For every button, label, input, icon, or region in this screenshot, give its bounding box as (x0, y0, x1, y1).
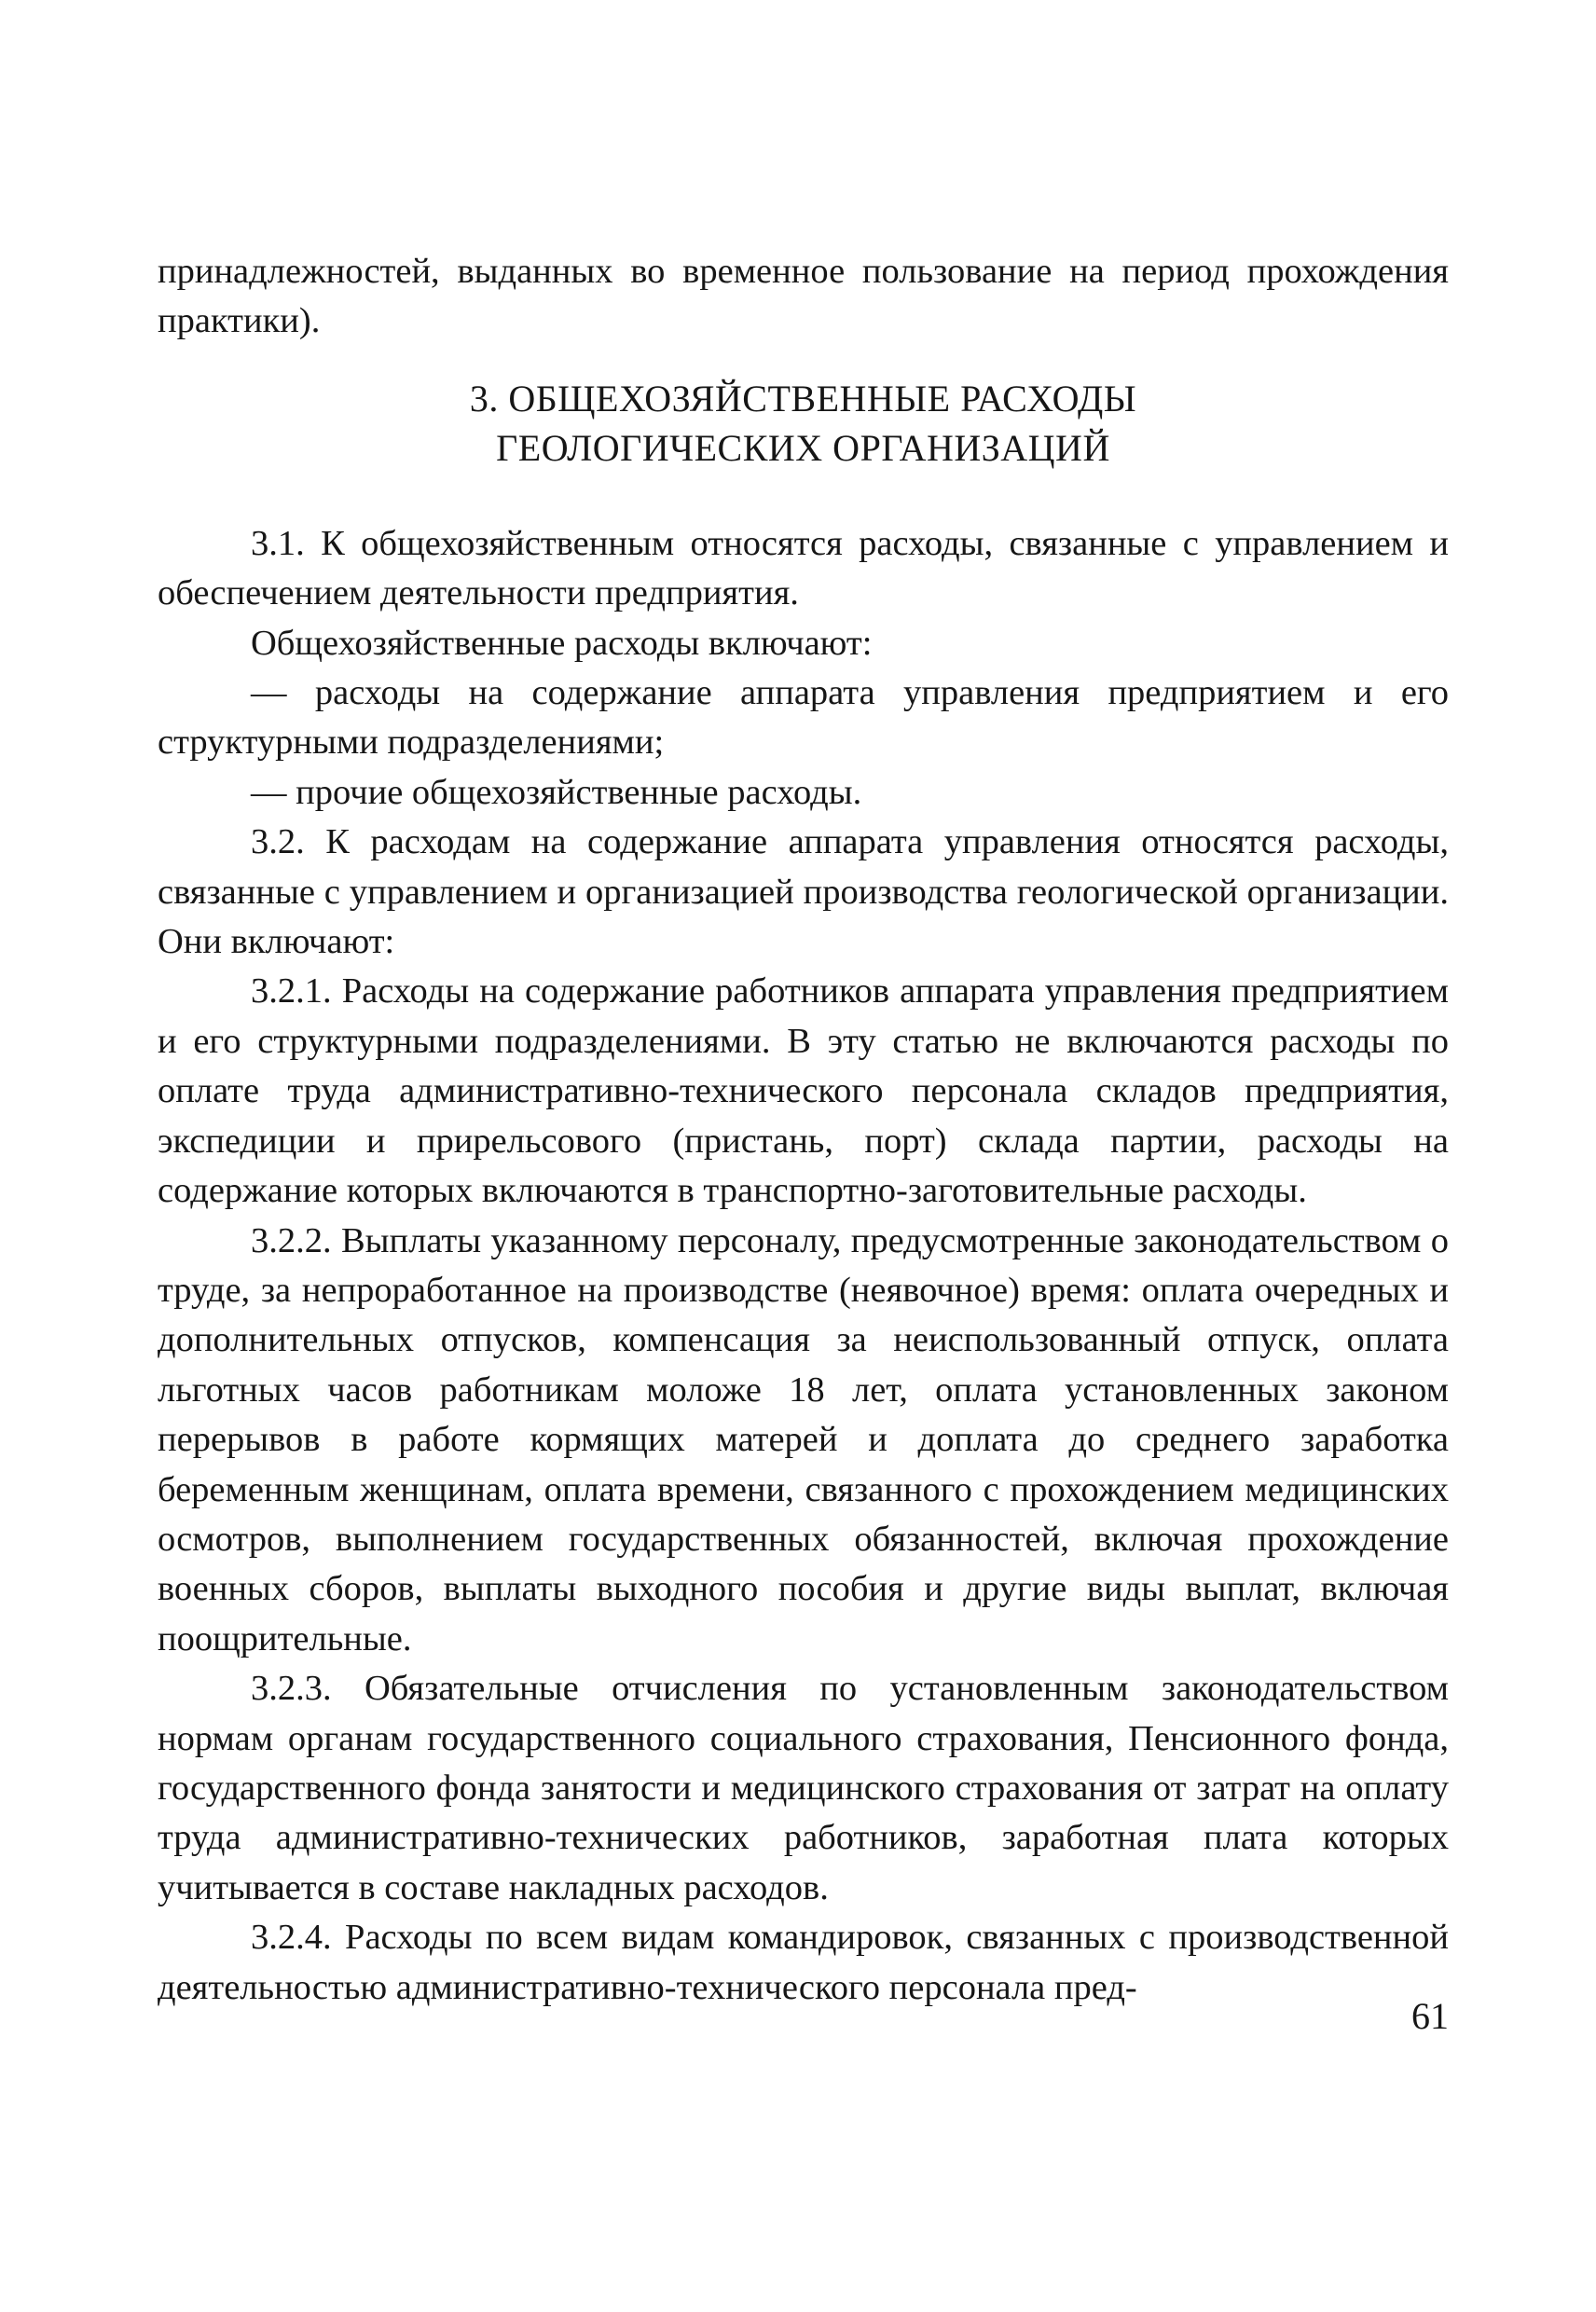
paragraph-3-2: 3.2. К расходам на содержание аппарата управления относятся расходы, связанные с управлением и организацией производства геологической организации. Они включают: (158, 822, 1449, 962)
section-heading (158, 374, 1449, 473)
paragraph-3-2-2: 3.2.2. Выплаты указанному персоналу, предусмотренные законодательством о труде, за непроработанное на производстве (неявочное) время: оплата очередных и дополнительных отпусков, компенсация за неиспользованный отпуск, оплата льготных часов работникам моложе 18 лет, оплата установленных законом перерывов в работе кормящих матерей и доплата до среднего заработка беременным женщинам, оплата времени, связанного с прохождением медицинских осмотров, выполнением государственных обязанностей, включая прохождение военных сборов, выплаты выходного пособия и другие виды выплат, включая поощрительные. (158, 1220, 1449, 1658)
paragraph-3-2-4: 3.2.4. Расходы по всем видам командировок, связанных с производственной деятельностью административно-технического персонала пред- (158, 1918, 1449, 2007)
paragraph-3-2-3: 3.2.3. Обязательные отчисления по установленным законодательством нормам органам государственного социального страхования, Пенсионного фонда, государственного фонда занятости и медицинского страхования от затрат на оплату труда административно-технических работников, заработная плата которых учитывается в составе накладных расходов. (158, 1669, 1449, 1907)
section-heading-line-2: ГЕОЛОГИЧЕСКИХ ОРГАНИЗАЦИЙ (496, 426, 1110, 469)
list-item-other-costs: — прочие общехозяйственные расходы. (251, 772, 862, 812)
paragraph-3-2-1: 3.2.1. Расходы на содержание работников аппарата управления предприятием и его структурными подразделениями. В эту статью не включаются расходы по оплате труда административно-технического персонала складов предприятия, экспедиции и прирельсового (пристань, порт) склада партии, расходы на содержание которых включаются в транспортно-заготовительные расходы. (158, 971, 1449, 1211)
section-heading-line-1: 3. ОБЩЕХОЗЯЙСТВЕННЫЕ РАСХОДЫ (469, 377, 1137, 420)
paragraph-includes: Общехозяйственные расходы включают: (251, 623, 873, 663)
list-item-management-costs: — расходы на содержание аппарата управления предприятием и его структурными подразделениями; (158, 673, 1449, 763)
continuation-paragraph: принадлежностей, выданных во временное пользование на период прохождения практики). (158, 252, 1449, 341)
page-number: 61 (1411, 1995, 1449, 2037)
page-body (158, 247, 1449, 2013)
paragraph-3-1: 3.1. К общехозяйственным относятся расходы, связанные с управлением и обеспечением деятельности предприятия. (158, 523, 1449, 613)
